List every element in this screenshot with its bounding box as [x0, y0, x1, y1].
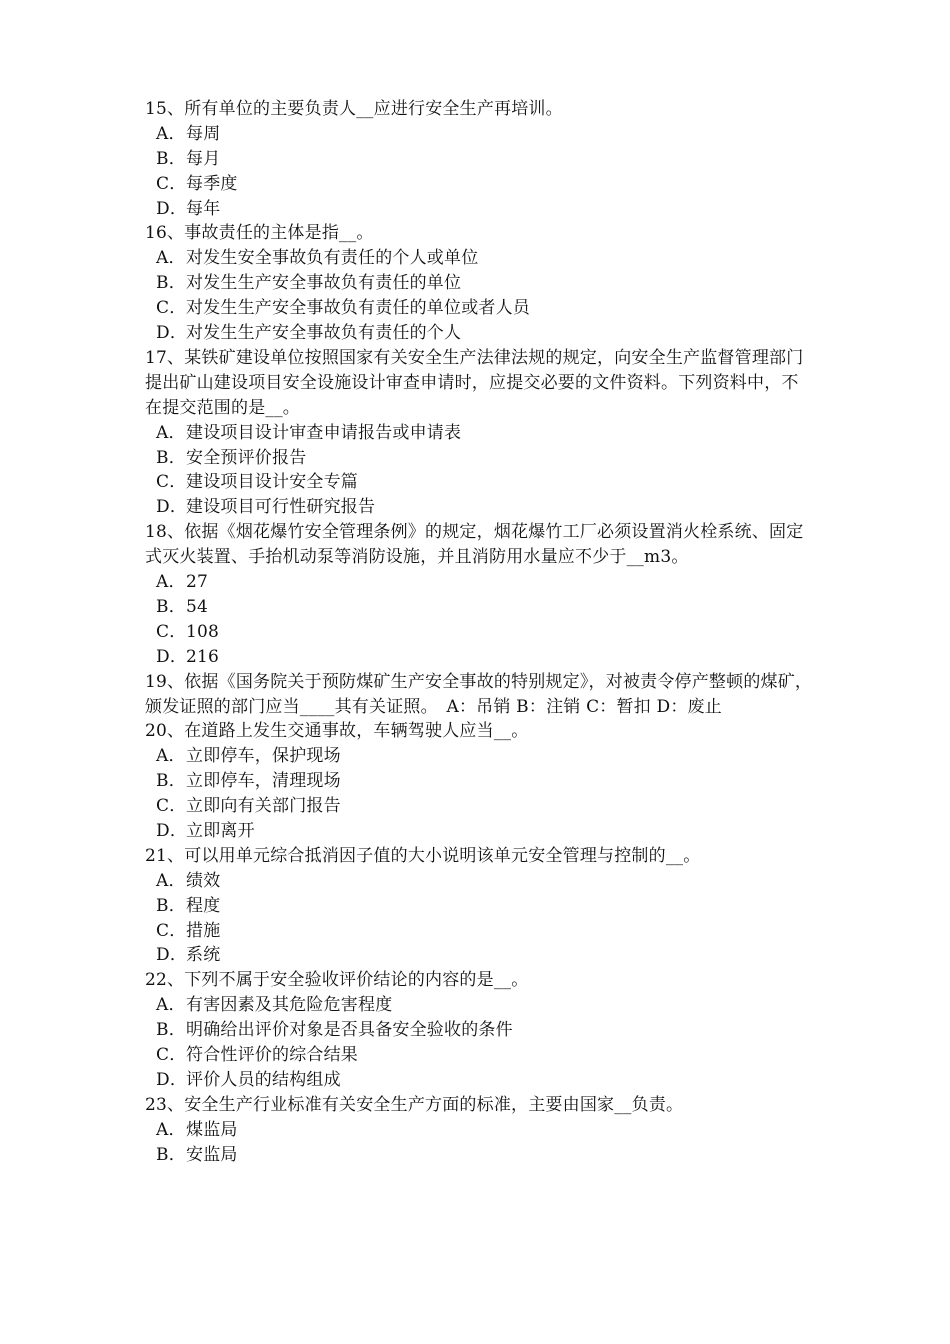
option-text: 建设项目可行性研究报告: [186, 497, 376, 518]
option-c: [145, 172, 815, 197]
option-letter: C．: [156, 298, 187, 319]
option-text: 216: [186, 646, 220, 667]
question-15: [145, 97, 815, 221]
option-c: [145, 1043, 815, 1068]
question-stem: 15、所有单位的主要负责人__应进行安全生产再培训。: [145, 99, 563, 119]
option-text: 明确给出评价对象是否具备安全验收的条件: [186, 1020, 513, 1041]
option-letter: D．: [156, 323, 188, 344]
option-letter: C．: [156, 796, 187, 817]
option-letter: B．: [156, 596, 186, 617]
option-text: 立即向有关部门报告: [186, 796, 341, 817]
option-b: [145, 147, 815, 172]
option-text: 每周: [186, 123, 221, 144]
option-a: [145, 421, 815, 446]
option-letter: A．: [156, 572, 186, 593]
option-d: [145, 495, 815, 520]
option-c: [145, 620, 815, 645]
option-text: 措施: [186, 920, 221, 941]
option-letter: A．: [156, 123, 186, 144]
option-a: [145, 1118, 815, 1143]
option-text: 立即离开: [186, 820, 255, 841]
option-text: 27: [186, 572, 209, 593]
question-stem: 22、下列不属于安全验收评价结论的内容的是__。: [145, 970, 529, 991]
option-c: [145, 919, 815, 944]
option-letter: D．: [156, 1069, 188, 1090]
option-d: [145, 819, 815, 844]
option-text: 安监局: [186, 1144, 238, 1165]
option-text: 评价人员的结构组成: [186, 1069, 341, 1090]
option-text: 立即停车，清理现场: [186, 771, 341, 792]
option-letter: A．: [156, 422, 186, 443]
option-letter: D．: [156, 497, 188, 518]
option-text: 煤监局: [186, 1119, 238, 1140]
option-text: 绩效: [186, 870, 221, 891]
option-a: [145, 122, 815, 147]
option-letter: A．: [156, 1119, 186, 1140]
option-letter: C．: [156, 173, 187, 194]
option-letter: D．: [156, 198, 188, 219]
option-letter: B．: [156, 1144, 186, 1165]
option-d: [145, 1068, 815, 1093]
option-a: [145, 993, 815, 1018]
option-d: [145, 645, 815, 670]
option-c: [145, 794, 815, 819]
option-b: [145, 894, 815, 919]
option-letter: A．: [156, 870, 186, 891]
question-20: [145, 719, 815, 843]
option-letter: A．: [156, 248, 186, 269]
option-b: [145, 595, 815, 620]
option-a: [145, 744, 815, 769]
option-text: 每季度: [186, 173, 238, 194]
option-text: 对发生生产安全事故负有责任的单位: [186, 273, 462, 294]
option-text: 有害因素及其危险危害程度: [186, 995, 393, 1016]
question-stem: 17、某铁矿建设单位按照国家有关安全生产法律法规的规定，向安全生产监督管理部门提出矿山建设项目安全设施设计审查申请时，应提交必要的文件资料。下列资料中，不在提交范围的是__。: [145, 347, 804, 418]
option-letter: D．: [156, 820, 188, 841]
option-letter: B．: [156, 895, 186, 916]
option-letter: C．: [156, 621, 187, 642]
question-stem: 18、依据《烟花爆竹安全管理条例》的规定，烟花爆竹工厂必须设置消火栓系统、固定式灭火装置、手抬机动泵等消防设施，并且消防用水量应不少于__m3。: [145, 522, 804, 568]
question-list: [145, 97, 815, 1168]
option-text: 安全预评价报告: [186, 447, 307, 468]
question-stem: 21、可以用单元综合抵消因子值的大小说明该单元安全管理与控制的__。: [145, 845, 701, 866]
option-b: [145, 1018, 815, 1043]
option-text: 54: [186, 596, 209, 617]
option-b: [145, 271, 815, 296]
option-letter: C．: [156, 920, 187, 941]
option-text: 建设项目设计审查申请报告或申请表: [186, 422, 462, 443]
option-text: 108: [186, 621, 220, 642]
question-22: [145, 968, 815, 1092]
question-18: [145, 520, 815, 669]
option-d: [145, 321, 815, 346]
option-a: [145, 869, 815, 894]
option-text: 对发生生产安全事故负有责任的个人: [186, 323, 462, 344]
question-stem: 20、在道路上发生交通事故，车辆驾驶人应当__。: [145, 721, 529, 742]
option-letter: C．: [156, 472, 187, 493]
option-c: [145, 296, 815, 321]
option-text: 每月: [186, 148, 221, 169]
option-a: [145, 246, 815, 271]
question-16: [145, 221, 815, 345]
option-b: [145, 1143, 815, 1168]
option-letter: B．: [156, 447, 186, 468]
question-stem: 16、事故责任的主体是指__。: [145, 223, 374, 244]
question-17: [145, 346, 815, 520]
question-23: [145, 1093, 815, 1168]
option-text: 符合性评价的综合结果: [186, 1045, 358, 1066]
option-letter: A．: [156, 995, 186, 1016]
question-stem: 19、依据《国务院关于预防煤矿生产安全事故的特别规定》，对被责令停产整顿的煤矿，颁发证照的部门应当____其有关证照。 A：吊销 B：注销 C：暂扣 D：废止: [145, 671, 813, 717]
option-text: 对发生生产安全事故负有责任的单位或者人员: [186, 298, 530, 319]
option-letter: D．: [156, 646, 188, 667]
option-d: [145, 943, 815, 968]
option-text: 建设项目设计安全专篇: [186, 472, 358, 493]
question-19: [145, 670, 815, 720]
option-letter: B．: [156, 148, 186, 169]
option-letter: B．: [156, 273, 186, 294]
option-letter: B．: [156, 771, 186, 792]
option-c: [145, 470, 815, 495]
option-a: [145, 570, 815, 595]
option-letter: A．: [156, 746, 186, 767]
question-21: [145, 844, 815, 968]
option-letter: B．: [156, 1020, 186, 1041]
option-text: 程度: [186, 895, 221, 916]
option-letter: D．: [156, 945, 188, 966]
option-text: 对发生安全事故负有责任的个人或单位: [186, 248, 479, 269]
option-d: [145, 197, 815, 222]
option-text: 每年: [186, 198, 221, 219]
option-text: 立即停车，保护现场: [186, 746, 341, 767]
option-text: 系统: [186, 945, 221, 966]
option-b: [145, 446, 815, 471]
option-letter: C．: [156, 1045, 187, 1066]
option-b: [145, 769, 815, 794]
question-stem: 23、安全生产行业标准有关安全生产方面的标准，主要由国家__负责。: [145, 1094, 684, 1115]
